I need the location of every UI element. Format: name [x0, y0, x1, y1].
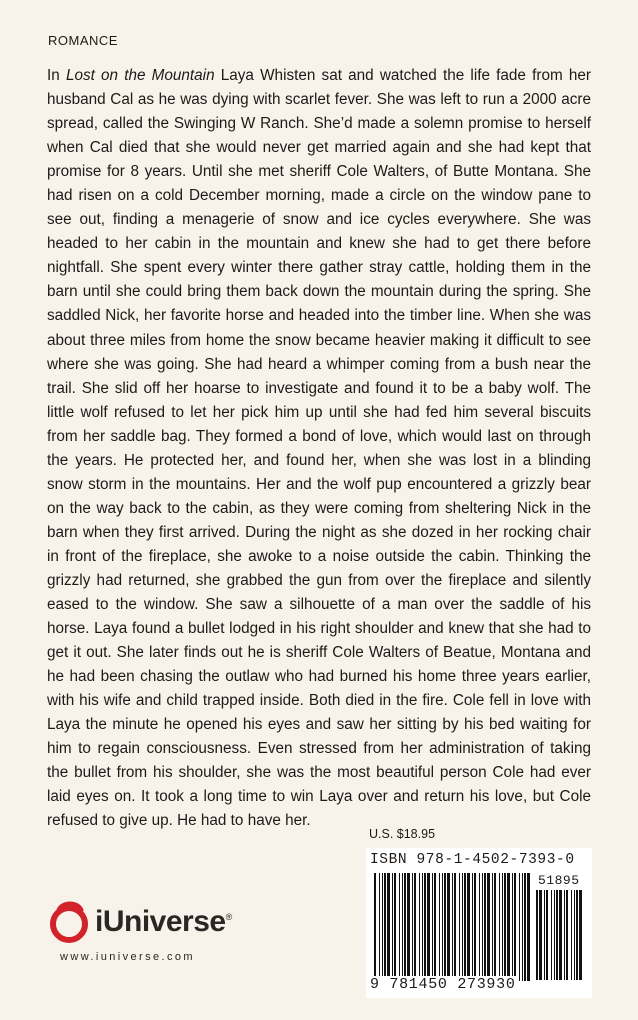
- price-code-text: 51895: [538, 873, 580, 888]
- price-label: U.S. $18.95: [369, 827, 436, 841]
- publisher-website: www.iuniverse.com: [60, 951, 195, 963]
- price-barcode: [536, 890, 586, 980]
- iuniverse-swirl-icon: [45, 898, 93, 946]
- publisher-logo: [45, 898, 232, 946]
- blurb-body: Laya Whisten sat and watched the life fade from her husband Cal as he was dying with scarlet fever. She was left to run a 2000 acre spread, called the Swinging W Ranch. She’d made a solemn promise to herself when Cal died that she would never get married again and she had kept that promise for 8 years. Until she met sheriff Cole Walters, of Butte Montana. She had risen on a cold December morning, made a circle on the window pane to see out, finding a menagerie of snow and ice cycles everywhere. She was headed to her cabin in the mountain and knew she had to get there before nightfall. She spent every winter there gather stray cattle, holding them in the barn until she could bring them back down the mountain during the spring. She saddled Nick, her favorite horse and headed into the timber line. When she was about three miles from home the snow became heavier making it difficult to see where she was going. She had heard a whimper coming from a bush near the trail. She slid off her hoarse to investigate and found it to be a baby wolf. The little wolf refused to let her pick him up until she had fed him several biscuits from her saddle bag. They formed a bond of love, which would last on through the years. He protected her, and found her, when she was lost in a blinding snow storm in the mountains. Her and the wolf pup encountered a grizzly bear on the way back to the cabin, as they were coming from sheltering Nick in the barn when they first arrived. During the night as she dozed in her rocking chair in front of the fireplace, she awoke to a noise outside the cabin. Thinking the grizzly had returned, she grabbed the gun from over the fireplace and silently eased to the window. She saw a silhouette of a man over the saddle of his horse. Laya found a bullet lodged in his right shoulder and knew that she had to get it out. She later finds out he is sheriff Cole Walters of Beatue, Montana and he had been chasing the outlaw who had burned his home three years earlier, with his wife and child trapped inside. Both died in the fire. Cole fell in love with Laya the minute he opened his eyes and saw her sitting by his bed waiting for him to regain consciousness. Even stressed from her administration of taking the bullet from his shoulder, she was the most beautiful person Cole had ever laid eyes on. It took a long time to win Laya over and return his love, but Cole refused to give up. He had to have her.: [47, 67, 591, 830]
- ean-digits-text: 9 781450 273930: [370, 976, 516, 993]
- genre-label: ROMANCE: [48, 33, 118, 48]
- blurb-prefix: In: [47, 67, 66, 84]
- book-title: Lost on the Mountain: [65, 67, 215, 84]
- publisher-name: iUniverse®: [95, 905, 232, 938]
- back-cover-blurb: [47, 64, 591, 834]
- isbn-text: ISBN 978-1-4502-7393-0: [370, 852, 575, 868]
- barcode-panel: [366, 848, 592, 998]
- isbn-barcode: [374, 873, 532, 981]
